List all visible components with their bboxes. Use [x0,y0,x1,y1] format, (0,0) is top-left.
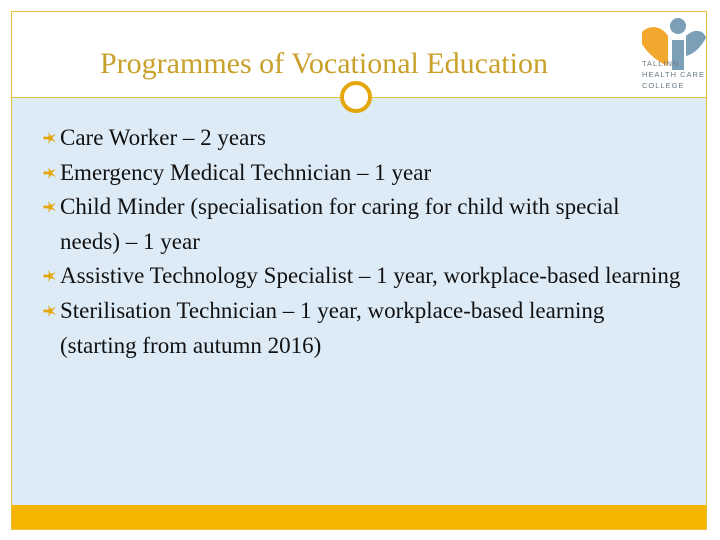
bullet-text: Assistive Technology Specialist – 1 year, workplace-based learning [60,263,681,289]
college-logo-icon [636,14,708,98]
bullet-text: Sterilisation Technician – 1 year, workplace-based learning (starting from autumn 2016) [60,297,605,358]
sparkle-bullet-icon [41,166,58,180]
list-item [41,156,681,191]
logo-text-line1: TALLINN [642,59,680,68]
list-item [41,121,681,156]
sparkle-bullet-icon [41,131,58,145]
sparkle-bullet-icon [41,200,58,214]
sparkle-bullet-icon [41,304,58,318]
sparkle-bullet-icon [41,269,58,283]
list-item [41,259,681,294]
bullet-text: Emergency Medical Technician – 1 year [60,159,432,185]
logo-text-line3: COLLEGE [642,81,685,90]
slide-title: Programmes of Vocational Education [100,47,548,80]
logo-text-line2: HEALTH CARE [642,70,705,79]
bullet-text: Care Worker – 2 years [60,125,266,150]
list-item [41,190,681,259]
bullet-text: Child Minder (specialisation for caring for child with special needs) – 1 year [60,194,620,254]
bullet-list [41,121,681,363]
ring-divider-icon [340,81,372,113]
footer-accent-bar [12,505,706,529]
list-item [41,294,681,363]
